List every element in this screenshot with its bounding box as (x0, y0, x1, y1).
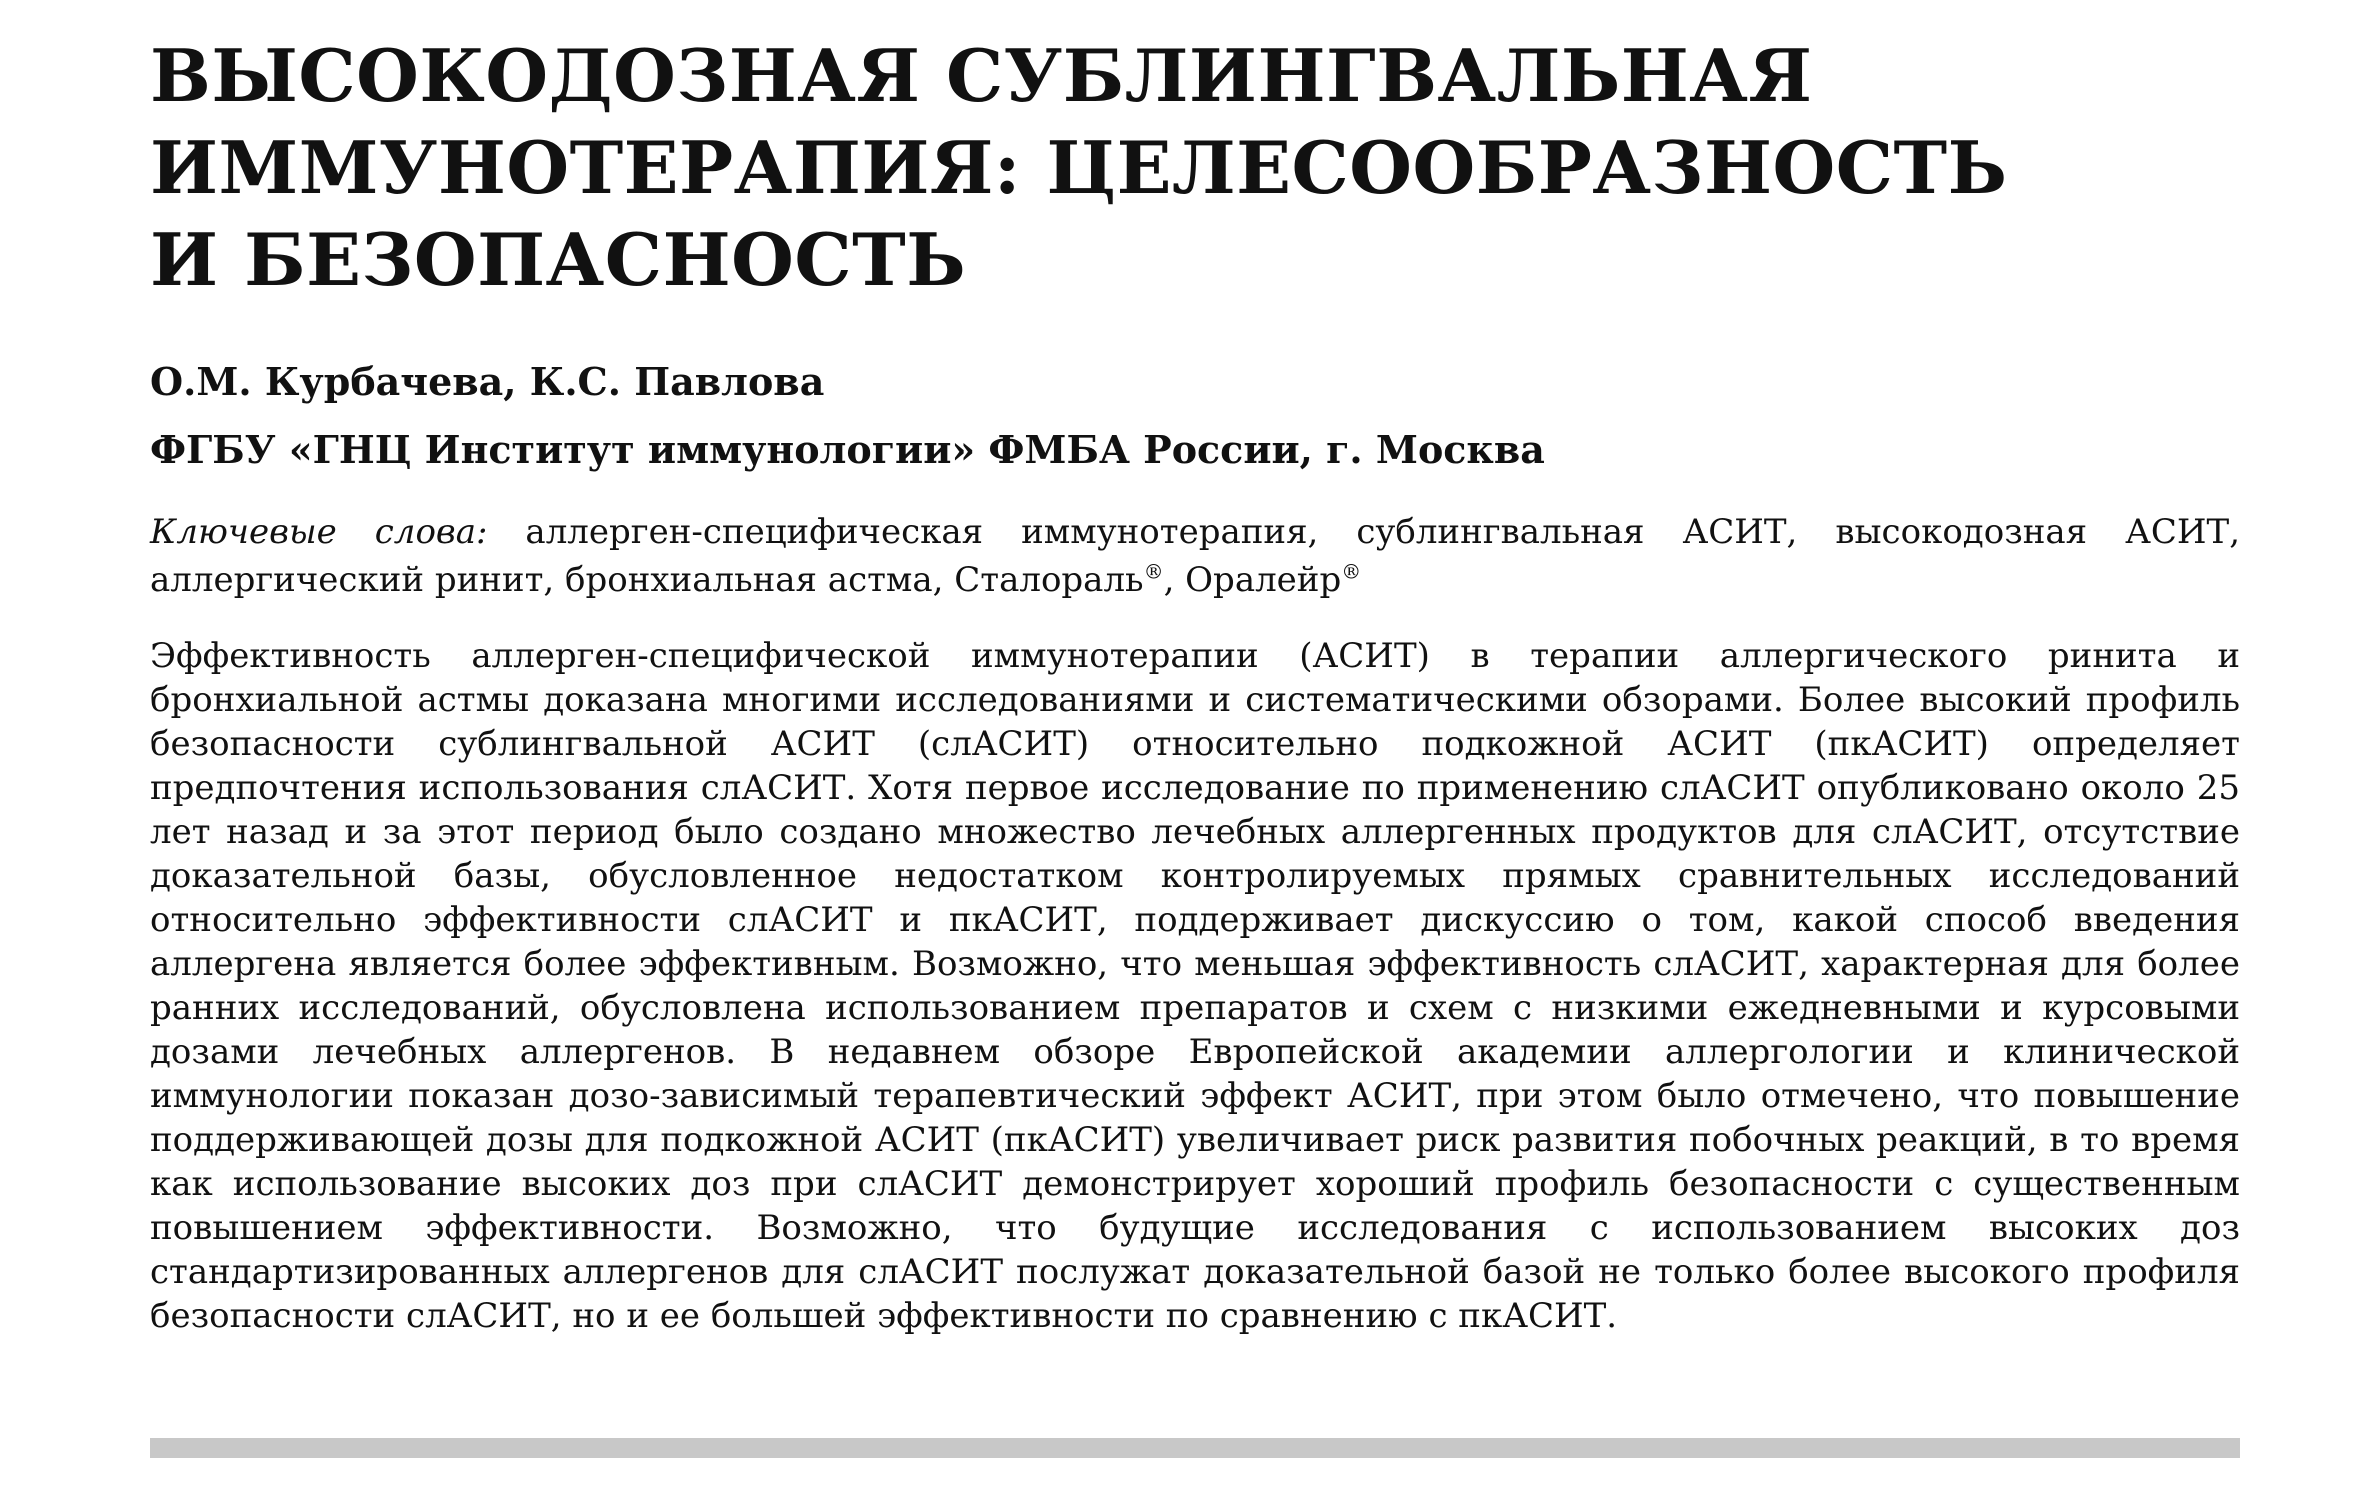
divider-bar (150, 1438, 2240, 1458)
registered-mark-1: ® (1143, 559, 1164, 584)
keywords-label: Ключевые слова: (150, 512, 488, 552)
keywords-text-end: , Оралейр (1163, 560, 1342, 600)
keywords-text: аллерген-специфическая иммунотерапия, сублингвальная АСИТ, высокодозная АСИТ, аллергический ринит, бронхиальная астма, Сталораль (150, 512, 2241, 600)
title-line-1: ВЫСОКОДОЗНАЯ СУБЛИНГВАЛЬНАЯ (150, 33, 1813, 118)
title-line-3: И БЕЗОПАСНОСТЬ (150, 217, 967, 302)
keywords (150, 508, 2240, 604)
article-header (150, 0, 2240, 1338)
authors: О.М. Курбачева, К.С. Павлова (150, 359, 825, 404)
registered-mark-2: ® (1341, 559, 1362, 584)
affiliation: ФГБУ «ГНЦ Институт иммунологии» ФМБА России, г. Москва (150, 427, 1545, 472)
abstract: Эффективность аллерген-специфической иммунотерапии (АСИТ) в терапии аллергического ринита и бронхиальной астмы доказана многими исследованиями и систематическими обзорами. Более высокий профиль безопасности сублингвальной АСИТ (слАСИТ) относительно подкожной АСИТ (пкАСИТ) определяет предпочтения использования слАСИТ. Хотя первое исследование по применению слАСИТ опубликовано около 25 лет назад и за этот период было создано множество лечебных аллергенных продуктов для слАСИТ, отсутствие доказательной базы, обусловленное недостатком контролируемых прямых сравнительных исследований относительно эффективности слАСИТ и пкАСИТ, поддерживает дискуссию о том, какой способ введения аллергена является более эффективным. Возможно, что меньшая эффективность слАСИТ, характерная для более ранних исследований, обусловлена использованием препаратов и схем с низкими ежедневными и курсовыми дозами лечебных аллергенов. В недавнем обзоре Европейской академии аллергологии и клинической иммунологии показан дозо-зависимый терапевтический эффект АСИТ, при этом было отмечено, что повышение поддерживающей дозы для подкожной АСИТ (пкАСИТ) увеличивает риск развития побочных реакций, в то время как использование высоких доз при слАСИТ демонстрирует хороший профиль безопасности с существенным повышением эффективности. Возможно, что будущие исследования с использованием высоких доз стандартизированных аллергенов для слАСИТ послужат доказательной базой не только более высокого профиля безопасности слАСИТ, но и ее большей эффективности по сравнению с пкАСИТ. (150, 636, 2240, 1336)
title-line-2: ИММУНОТЕРАПИЯ: ЦЕЛЕСООБРАЗНОСТЬ (150, 125, 2008, 210)
article-title (150, 0, 2240, 306)
